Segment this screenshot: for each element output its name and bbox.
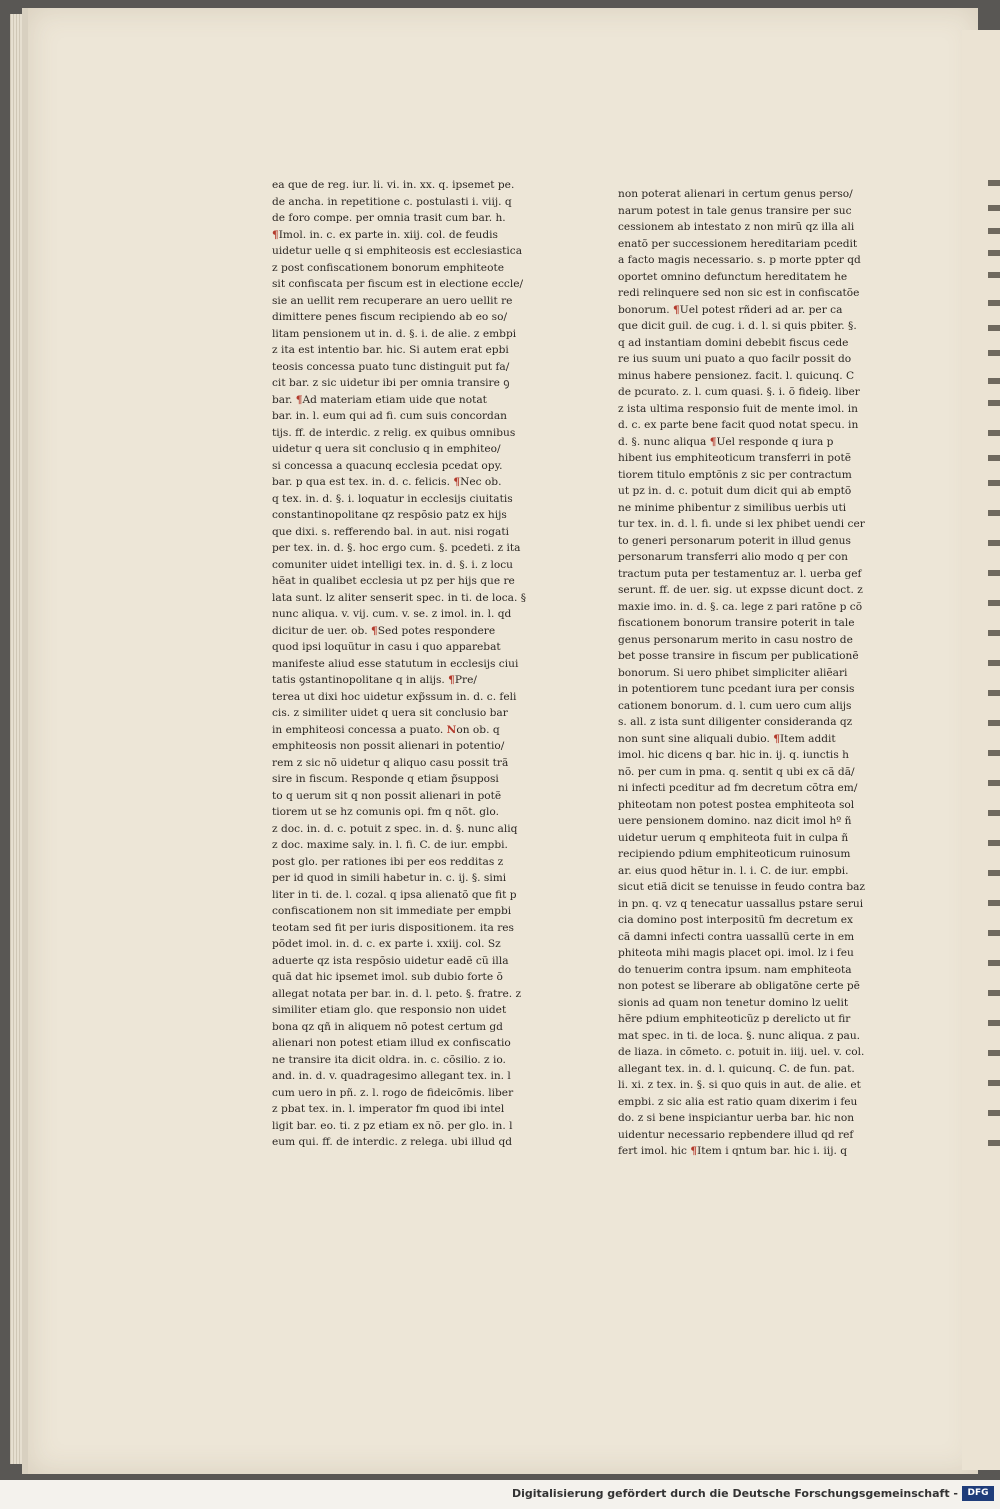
line-text: z doc. in. d. c. potuit z spec. in. d. §. nunc aliq (272, 822, 518, 835)
text-line (272, 408, 560, 425)
text-line (272, 210, 560, 227)
line-text: non sunt sine aliquali dubio. (618, 732, 774, 745)
line-text: q tex. in. d. §. i. loquatur in ecclesijs ciuitatis (272, 492, 513, 505)
funding-credit: Digitalisierung gefördert durch die Deutsche Forschungsgemeinschaft - (511, 1487, 958, 1500)
text-line (272, 342, 560, 359)
line-text: recipiendo pdium emphiteoticum ruinosum (618, 848, 851, 860)
text-line (618, 1061, 890, 1078)
text-line (618, 797, 890, 814)
facing-page-text-fragment (988, 480, 1000, 486)
line-text: ut pz in. d. c. potuit dum dicit qui ab emptõ (618, 485, 852, 497)
line-text: z pbat tex. in. l. imperator fm quod ibi intel (272, 1103, 505, 1115)
text-line (618, 203, 890, 220)
line-text: sie an uellit rem recuperare an uero uellit re (272, 294, 513, 307)
text-line (272, 590, 560, 607)
text-line (272, 903, 560, 920)
text-line (618, 1143, 890, 1160)
rubric-mark: ¶ (295, 393, 303, 406)
line-text: in potentiorem tunc pcedant iura per consis (618, 683, 855, 695)
text-line (618, 1077, 890, 1094)
text-line (272, 606, 560, 623)
line-text: tijs. ff. de interdic. z relig. ex quibus omnibus (272, 426, 516, 439)
rubric-mark: ¶ (272, 228, 279, 241)
line-text-after: Nec ob. (460, 476, 502, 488)
facing-page-text-fragment (988, 1110, 1000, 1116)
line-text: bonorum. (618, 303, 674, 316)
facing-page-text-fragment (988, 540, 1000, 546)
facing-page-text-fragment (988, 900, 1000, 906)
text-line (272, 1101, 560, 1118)
line-text: bar. (272, 393, 296, 406)
text-line (618, 450, 890, 467)
line-text-after: Pre/ (454, 674, 477, 686)
text-line (618, 417, 890, 434)
line-text: li. xi. z tex. in. §. si quo quis in aut. de alie. et (618, 1079, 861, 1091)
facing-page-text-fragment (988, 810, 1000, 816)
line-text: cationem bonorum. d. l. cum uero cum alijs (618, 699, 852, 712)
line-text: dicitur de uer. ob. (272, 624, 372, 637)
right-text-column (618, 186, 890, 1160)
text-line (618, 434, 890, 451)
text-line (618, 912, 890, 929)
text-line (272, 705, 560, 722)
line-text: mat spec. in ti. de loca. §. nunc aliqua. z pau. (618, 1029, 861, 1042)
line-text: bar. in. l. eum qui ad fi. cum suis concordan (272, 410, 507, 422)
facing-page-text-fragment (988, 1050, 1000, 1056)
text-line (272, 441, 560, 458)
facing-page-text-fragment (988, 660, 1000, 666)
rubric-mark: N (446, 723, 457, 736)
line-text: ea que de reg. iur. li. vi. in. xx. q. ipsemet pe. (272, 179, 515, 191)
line-text: genus personarum merito in casu nostro de (618, 633, 853, 646)
line-text: non poterat alienari in certum genus perso/ (618, 188, 853, 200)
line-text-after: Sed potes respondere (377, 624, 496, 637)
text-line (618, 269, 890, 286)
text-line (272, 293, 560, 310)
line-text: do. z si bene inspiciantur uerba bar. hic non (618, 1112, 855, 1124)
facing-page-text-fragment (988, 690, 1000, 696)
text-line (272, 1085, 560, 1102)
line-text: tur tex. in. d. l. fi. unde si lex phibet uendi cer (618, 518, 865, 530)
line-text: s. all. z ista sunt diligenter consideranda qz (618, 716, 853, 728)
line-text: fert imol. hic (618, 1145, 691, 1157)
text-line (618, 863, 890, 880)
line-text-after: Item addit (780, 732, 836, 745)
text-line (618, 1110, 890, 1127)
text-line (618, 978, 890, 995)
line-text: per id quod in simili habetur in. c. ij. §. simi (272, 872, 507, 884)
line-text: teotam sed fit per iuris dispositionem. ita res (272, 921, 514, 934)
text-line (272, 887, 560, 904)
text-line (618, 549, 890, 566)
line-text: bona qz qñ in aliquem nõ potest certum gd (272, 1020, 503, 1033)
line-text: uidentur necessario repbendere illud qd ref (618, 1128, 854, 1141)
line-text: ni infecti pceditur ad fm decretum cõtra em/ (618, 782, 858, 794)
text-line (272, 540, 560, 557)
facing-page-text-fragment (988, 272, 1000, 278)
line-text: ne transire ita dicit oldra. in. c. cõsilio. z io. (272, 1053, 506, 1066)
line-text: eum qui. ff. de interdic. z relega. ubi illud qd (272, 1136, 513, 1148)
line-text: cia domino post interpositũ fm decretum ex (618, 914, 854, 926)
line-text: lata sunt. lz aliter senserit spec. in ti. de loca. § (272, 591, 526, 604)
line-text: hẽre pdium emphiteoticũz p derelicto ut fir (618, 1013, 851, 1025)
line-text: re ius suum uni puato a quo facilr possit do (618, 353, 852, 365)
text-line (618, 681, 890, 698)
line-text: que dixi. s. refferendo bal. in aut. nisi rogati (272, 525, 510, 538)
rubric-mark: ¶ (453, 476, 461, 488)
line-text: de ancha. in repetitione c. postulasti i. viij. q (272, 195, 512, 208)
facing-page-text-fragment (988, 630, 1000, 636)
line-text: dimittere penes fiscum recipiendo ab eo so/ (272, 311, 508, 323)
text-line (618, 764, 890, 781)
facing-page-text-fragment (988, 430, 1000, 436)
text-line (618, 566, 890, 583)
line-text: cum uero in pñ. z. l. rogo de fideicõmis. liber (272, 1086, 514, 1099)
facing-page-text-fragment (988, 930, 1000, 936)
text-line (272, 309, 560, 326)
text-line (272, 260, 560, 277)
text-line (272, 557, 560, 574)
text-line (618, 830, 890, 847)
line-text: tiorem ut se hz comunis opi. fm q nõt. glo. (272, 806, 499, 818)
text-line (618, 813, 890, 830)
text-line (618, 1127, 890, 1144)
line-text: empbi. z sic alia est ratio quam dixerim i feu (618, 1095, 858, 1108)
text-line (618, 995, 890, 1012)
text-line (272, 507, 560, 524)
dfg-logo: DFG (962, 1486, 994, 1501)
text-line (272, 375, 560, 392)
text-line (618, 1044, 890, 1061)
text-line (618, 615, 890, 632)
rubric-mark: ¶ (690, 1145, 698, 1157)
line-text: põdet imol. in. d. c. ex parte i. xxiij. col. Sz (272, 938, 501, 950)
text-line (272, 491, 560, 508)
text-line (272, 639, 560, 656)
text-line (272, 722, 560, 739)
facing-page-text-fragment (988, 250, 1000, 256)
line-text: a facto magis necessario. s. p morte ppter qd (618, 254, 861, 266)
line-text: serunt. ff. de uer. sig. ut expsse dicunt doct. z (618, 584, 863, 596)
line-text: to generi personarum poterit in illud genus (618, 534, 851, 547)
line-text: quã dat hic ipsemet imol. sub dubio forte õ (272, 971, 503, 983)
facing-page-text-fragment (988, 400, 1000, 406)
text-line (272, 474, 560, 491)
text-line (618, 219, 890, 236)
text-line (272, 573, 560, 590)
line-text: minus habere pensionez. facit. l. quicunq. C (618, 369, 855, 382)
line-text: uere pensionem domino. naz dicit imol hº ñ (618, 815, 852, 827)
line-text: personarum transferri alio modo q per con (618, 551, 848, 563)
line-text: phiteotam non potest postea emphiteota sol (618, 798, 855, 811)
line-text: si concessa a quacunq ecclesia pcedat opy. (272, 459, 503, 472)
text-line (618, 780, 890, 797)
line-text: non potest se liberare ab obligatõne certe pẽ (618, 980, 860, 992)
text-line (272, 837, 560, 854)
line-text: similiter etiam glo. que responsio non uidet (272, 1004, 507, 1016)
text-line (272, 986, 560, 1003)
text-line (272, 689, 560, 706)
text-line (618, 285, 890, 302)
line-text: de liaza. in cõmeto. c. potuit in. iiij. uel. v. col. (618, 1046, 865, 1058)
text-line (618, 236, 890, 253)
text-line (618, 1011, 890, 1028)
line-text: sicut etiã dicit se tenuisse in feudo contra baz (618, 881, 865, 893)
rubric-mark: ¶ (673, 303, 680, 316)
line-text: teosis concessa puato tunc distinguit put fa/ (272, 360, 510, 373)
line-text: emphiteosis non possit alienari in potentio/ (272, 740, 505, 752)
line-text: terea ut dixi hoc uidetur exp̃ssum in. d. c. feli (272, 690, 517, 703)
text-line (618, 747, 890, 764)
text-line (272, 425, 560, 442)
line-text-after: on ob. q (456, 723, 500, 736)
line-text: maxie imo. in. d. §. ca. lege z pari ratõne p cõ (618, 600, 863, 613)
text-line (272, 276, 560, 293)
text-line (618, 599, 890, 616)
line-text: enatõ per successionem hereditariam pcedit (618, 237, 858, 250)
text-line (618, 335, 890, 352)
line-text: z ista ultima responsio fuit de mente imol. in (618, 402, 858, 415)
text-line (272, 1002, 560, 1019)
line-text-after: Uel potest rñderi ad ar. per ca (679, 303, 843, 316)
text-line (272, 1052, 560, 1069)
text-line (618, 582, 890, 599)
facing-page-text-fragment (988, 455, 1000, 461)
line-text-after: Uel responde q iura p (716, 435, 834, 448)
text-line (272, 936, 560, 953)
line-text: d. §. nunc aliqua (618, 435, 710, 448)
line-text: hẽat in qualibet ecclesia ut pz per hijs que re (272, 575, 515, 587)
text-line (272, 821, 560, 838)
line-text: ar. eius quod hẽtur in. l. i. C. de iur. empbi. (618, 864, 849, 877)
text-line (272, 458, 560, 475)
line-text: ne minime phibentur z similibus uerbis uti (618, 501, 847, 514)
line-text: comuniter uidet intelligi tex. in. d. §. i. z locu (272, 558, 513, 571)
line-text: ligit bar. eo. ti. z pz etiam ex nõ. per glo. in. l (272, 1119, 513, 1132)
text-line (618, 1094, 890, 1111)
line-text: bonorum. Si uero phibet simpliciter aliẽari (618, 666, 848, 679)
line-text: alienari non potest etiam illud ex confiscatio (272, 1037, 511, 1049)
facing-page-text-fragment (988, 205, 1000, 211)
text-line (272, 870, 560, 887)
text-line (272, 177, 560, 194)
facing-page-text-fragment (988, 378, 1000, 384)
text-line (618, 368, 890, 385)
rubric-mark: ¶ (448, 674, 455, 686)
line-text: sionis ad quam non tenetur domino lz uelit (618, 996, 849, 1009)
facing-page-text-fragment (988, 720, 1000, 726)
text-line (618, 648, 890, 665)
text-line (618, 483, 890, 500)
text-line (618, 698, 890, 715)
text-line (272, 656, 560, 673)
facing-page-text-fragment (988, 350, 1000, 356)
rubric-mark: ¶ (709, 435, 717, 448)
facing-page-text-fragment (988, 780, 1000, 786)
text-line (272, 1118, 560, 1135)
line-text: nõ. per cum in pma. q. sentit q ubi ex cã dã/ (618, 765, 855, 778)
footer-bar (0, 1480, 1000, 1509)
text-line (618, 533, 890, 550)
text-line (272, 771, 560, 788)
text-line (618, 1028, 890, 1045)
text-line (272, 969, 560, 986)
line-text: allegant tex. in. d. l. quicunq. C. de fun. pat. (618, 1062, 855, 1075)
line-text: tatis ꝯstantinopolitane q in alijs. (272, 674, 449, 686)
text-line (272, 1035, 560, 1052)
line-text: hibent ius emphiteoticum transferri in potẽ (618, 452, 851, 464)
line-text: d. c. ex parte bene facit quod notat specu. in (618, 419, 859, 431)
line-text: q ad instantiam domini debebit fiscus cede (618, 336, 849, 349)
text-line (272, 788, 560, 805)
facing-page-text-fragment (988, 300, 1000, 306)
facing-page-text-fragment (988, 510, 1000, 516)
text-line (272, 359, 560, 376)
text-line (272, 953, 560, 970)
line-text: do tenuerim contra ipsum. nam emphiteota (618, 963, 852, 976)
line-text: per tex. in. d. §. hoc ergo cum. §. pcedeti. z ita (272, 542, 521, 554)
text-line (618, 500, 890, 517)
line-text: manifeste aliud esse statutum in ecclesijs ciui (272, 657, 519, 670)
text-line (272, 854, 560, 871)
text-line (272, 243, 560, 260)
rubric-mark: ¶ (773, 732, 780, 745)
line-text: tractum puta per testamentuz ar. l. uerba gef (618, 567, 862, 580)
line-text: bar. p qua est tex. in. d. c. felicis. (272, 476, 454, 488)
text-line (618, 401, 890, 418)
text-line (618, 846, 890, 863)
line-text: redi relinquere sed non sic est in confiscatõe (618, 287, 860, 299)
text-line (272, 524, 560, 541)
text-line (618, 516, 890, 533)
line-text: cis. z similiter uidet q uera sit conclusio bar (272, 707, 508, 719)
facing-page-text-fragment (988, 325, 1000, 331)
line-text: narum potest in tale genus transire per suc (618, 204, 852, 217)
line-text: z post confiscationem bonorum emphiteote (272, 261, 504, 274)
text-line (272, 920, 560, 937)
line-text: uidetur uelle q si emphiteosis est ecclesiastica (272, 245, 523, 257)
line-text: quod ipsi loquũtur in casu i quo apparebat (272, 641, 501, 653)
line-text: to q uerum sit q non possit alienari in potẽ (272, 789, 502, 802)
line-text: de pcurato. z. l. cum quasi. §. i. õ fideiꝯ. liber (618, 386, 860, 398)
line-text: imol. hic dicens q bar. hic in. ij. q. iunctis h (618, 749, 849, 761)
text-line (618, 351, 890, 368)
line-text: confiscationem non sit immediate per empbi (272, 905, 512, 917)
text-line (618, 879, 890, 896)
text-line (618, 665, 890, 682)
line-text: z doc. maxime saly. in. l. fi. C. de iur. empbi. (272, 839, 508, 851)
text-line (272, 194, 560, 211)
line-text-after: Ad materiam etiam uide que notat (302, 393, 487, 406)
line-text: z ita est intentio bar. hic. Si autem erat epbi (272, 344, 509, 356)
text-line (272, 1134, 560, 1151)
text-line (618, 384, 890, 401)
line-text: rem z sic nõ uidetur q aliquo casu possit trã (272, 756, 509, 769)
facing-page-text-fragment (988, 960, 1000, 966)
facing-page-edge (962, 30, 1000, 1470)
facing-page-text-fragment (988, 990, 1000, 996)
facing-page-text-fragment (988, 870, 1000, 876)
line-text: de foro compe. per omnia trasit cum bar. h. (272, 212, 506, 224)
text-line (618, 186, 890, 203)
line-text: in emphiteosi concessa a puato. (272, 723, 447, 736)
text-line (618, 252, 890, 269)
facing-page-text-fragment (988, 840, 1000, 846)
line-text: uidetur q uera sit conclusio q in emphiteo/ (272, 443, 501, 455)
line-text: in pn. q. vz q tenecatur uassallus pstare serui (618, 897, 864, 910)
line-text: litam pensionem ut in. d. §. i. de alie. z embpi (272, 327, 517, 340)
line-text: post glo. per rationes ibi per eos redditas z (272, 855, 504, 868)
left-text-column (272, 177, 560, 1151)
line-text: bet posse transire in fiscum per publicationẽ (618, 650, 859, 662)
line-text: aduerte qz ista respõsio uidetur eadẽ cũ illa (272, 954, 509, 967)
text-line (618, 467, 890, 484)
text-line (618, 896, 890, 913)
text-line (272, 804, 560, 821)
text-line (618, 962, 890, 979)
line-text: nunc aliqua. v. vij. cum. v. se. z imol. in. l. qd (272, 608, 512, 620)
line-text: uidetur uerum q emphiteota fuit in culpa ñ (618, 831, 849, 844)
line-text: Imol. in. c. ex parte in. xiij. col. de feudis (278, 228, 498, 241)
line-text: que dicit guil. de cug. i. d. l. si quis pbiter. §. (618, 320, 857, 332)
text-line (272, 326, 560, 343)
line-text: sire in fiscum. Responde q etiam p̃supposi (272, 773, 499, 785)
text-line (272, 392, 560, 409)
text-line (272, 227, 560, 244)
facing-page-text-fragment (988, 1140, 1000, 1146)
text-line (272, 755, 560, 772)
line-text: cit bar. z sic uidetur ibi per omnia transire ꝯ (272, 377, 510, 389)
line-text: and. in. d. v. quadragesimo allegant tex. in. l (272, 1070, 511, 1082)
facing-page-text-fragment (988, 570, 1000, 576)
text-line (618, 318, 890, 335)
line-text: cessionem ab intestato z non mirũ qz illa ali (618, 221, 855, 233)
facing-page-text-fragment (988, 750, 1000, 756)
line-text: cã damni infecti contra uassallũ certe in em (618, 930, 855, 943)
text-line (618, 714, 890, 731)
text-line (618, 945, 890, 962)
text-line (272, 738, 560, 755)
text-line (618, 929, 890, 946)
text-line (272, 623, 560, 640)
text-line (272, 1019, 560, 1036)
line-text: tiorem titulo emptõnis z sic per contractum (618, 468, 852, 481)
line-text-after: Item i qntum bar. hic i. iij. q (697, 1145, 847, 1157)
facing-page-text-fragment (988, 1080, 1000, 1086)
facing-page-text-fragment (988, 180, 1000, 186)
text-line (272, 1068, 560, 1085)
facing-page-text-fragment (988, 600, 1000, 606)
text-line (618, 731, 890, 748)
text-line (618, 302, 890, 319)
line-text: sit confiscata per fiscum est in electione eccle/ (272, 278, 524, 290)
text-line (272, 672, 560, 689)
line-text: allegat notata per bar. in. d. l. peto. §. fratre. z (272, 987, 522, 1000)
facing-page-text-fragment (988, 1020, 1000, 1026)
line-text: fiscationem bonorum transire poterit in tale (618, 617, 855, 629)
facing-page-text-fragment (988, 228, 1000, 234)
line-text: constantinopolitane qz respõsio patz ex hijs (272, 509, 507, 521)
line-text: oportet omnino defunctum hereditatem he (618, 270, 848, 283)
line-text: phiteota mihi magis placet opi. imol. lz i feu (618, 947, 854, 959)
line-text: liter in ti. de. l. cozal. q ipsa alienatõ que fit p (272, 888, 517, 901)
rubric-mark: ¶ (371, 624, 378, 637)
text-line (618, 632, 890, 649)
